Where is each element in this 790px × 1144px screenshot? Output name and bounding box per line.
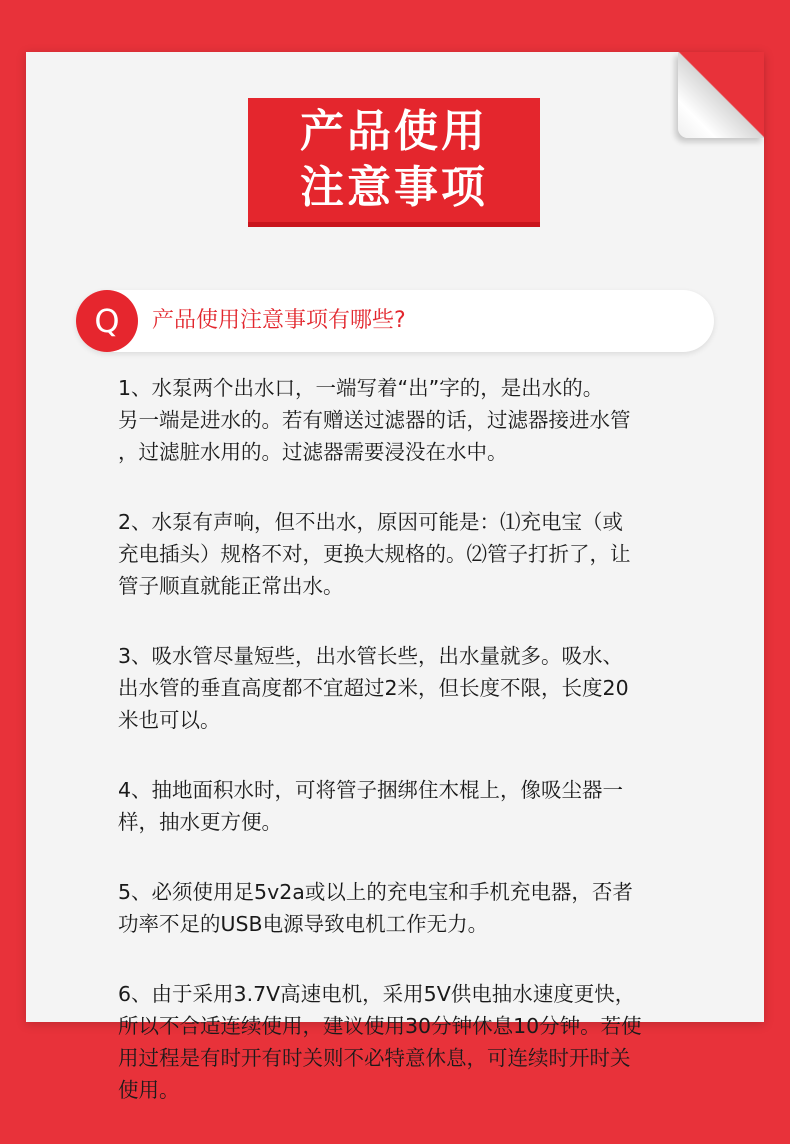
notice-card: [26, 52, 764, 1102]
note-line: 另一端是进水的。若有赠送过滤器的话，过滤器接进水管: [118, 408, 631, 432]
note-line: 5、必须使用足5v2a或以上的充电宝和手机充电器，否者: [118, 880, 633, 904]
note-line: 管子顺直就能正常出水。: [118, 574, 344, 598]
note-line: 米也可以。: [118, 708, 221, 732]
title-line-2: 注意事项: [300, 162, 488, 213]
note-item: [118, 876, 706, 940]
note-line: 功率不足的USB电源导致电机工作无力。: [118, 912, 489, 936]
note-line: 所以不合适连续使用，建议使用30分钟休息10分钟。若使: [118, 1014, 642, 1038]
note-item: [118, 506, 706, 602]
question-badge: Q: [76, 290, 138, 352]
question-text: 产品使用注意事项有哪些?: [152, 308, 406, 333]
note-item: [118, 640, 706, 736]
title-line-1: 产品使用: [300, 106, 488, 157]
note-line: 2、水泵有声响，但不出水，原因可能是：⑴充电宝（或: [118, 510, 624, 534]
note-line: 出水管的垂直高度都不宜超过2米，但长度不限，长度20: [118, 676, 629, 700]
question-bar: [76, 290, 714, 352]
note-item: [118, 372, 706, 468]
note-line: 样，抽水更方便。: [118, 810, 282, 834]
note-line: 充电插头）规格不对，更换大规格的。⑵管子打折了，让: [118, 542, 631, 566]
note-line: 1、水泵两个出水口，一端写着“出”字的，是出水的。: [118, 376, 604, 400]
title-banner: [248, 98, 540, 227]
note-line: 3、吸水管尽量短些，出水管长些，出水量就多。吸水、: [118, 644, 624, 668]
note-line: 用过程是有时开有时关则不必特意休息，可连续时开时关: [118, 1046, 631, 1070]
note-line: 4、抽地面积水时，可将管子捆绑住木棍上，像吸尘器一: [118, 778, 624, 802]
note-line: ，过滤脏水用的。过滤器需要浸没在水中。: [118, 440, 508, 464]
page-curl: [678, 52, 764, 138]
note-item: [118, 774, 706, 838]
note-line: 6、由于采用3.7V高速电机，采用5V供电抽水速度更快，: [118, 982, 636, 1006]
note-line: 使用。: [118, 1078, 180, 1102]
notes-list: [118, 372, 706, 1144]
note-item: [118, 978, 706, 1106]
